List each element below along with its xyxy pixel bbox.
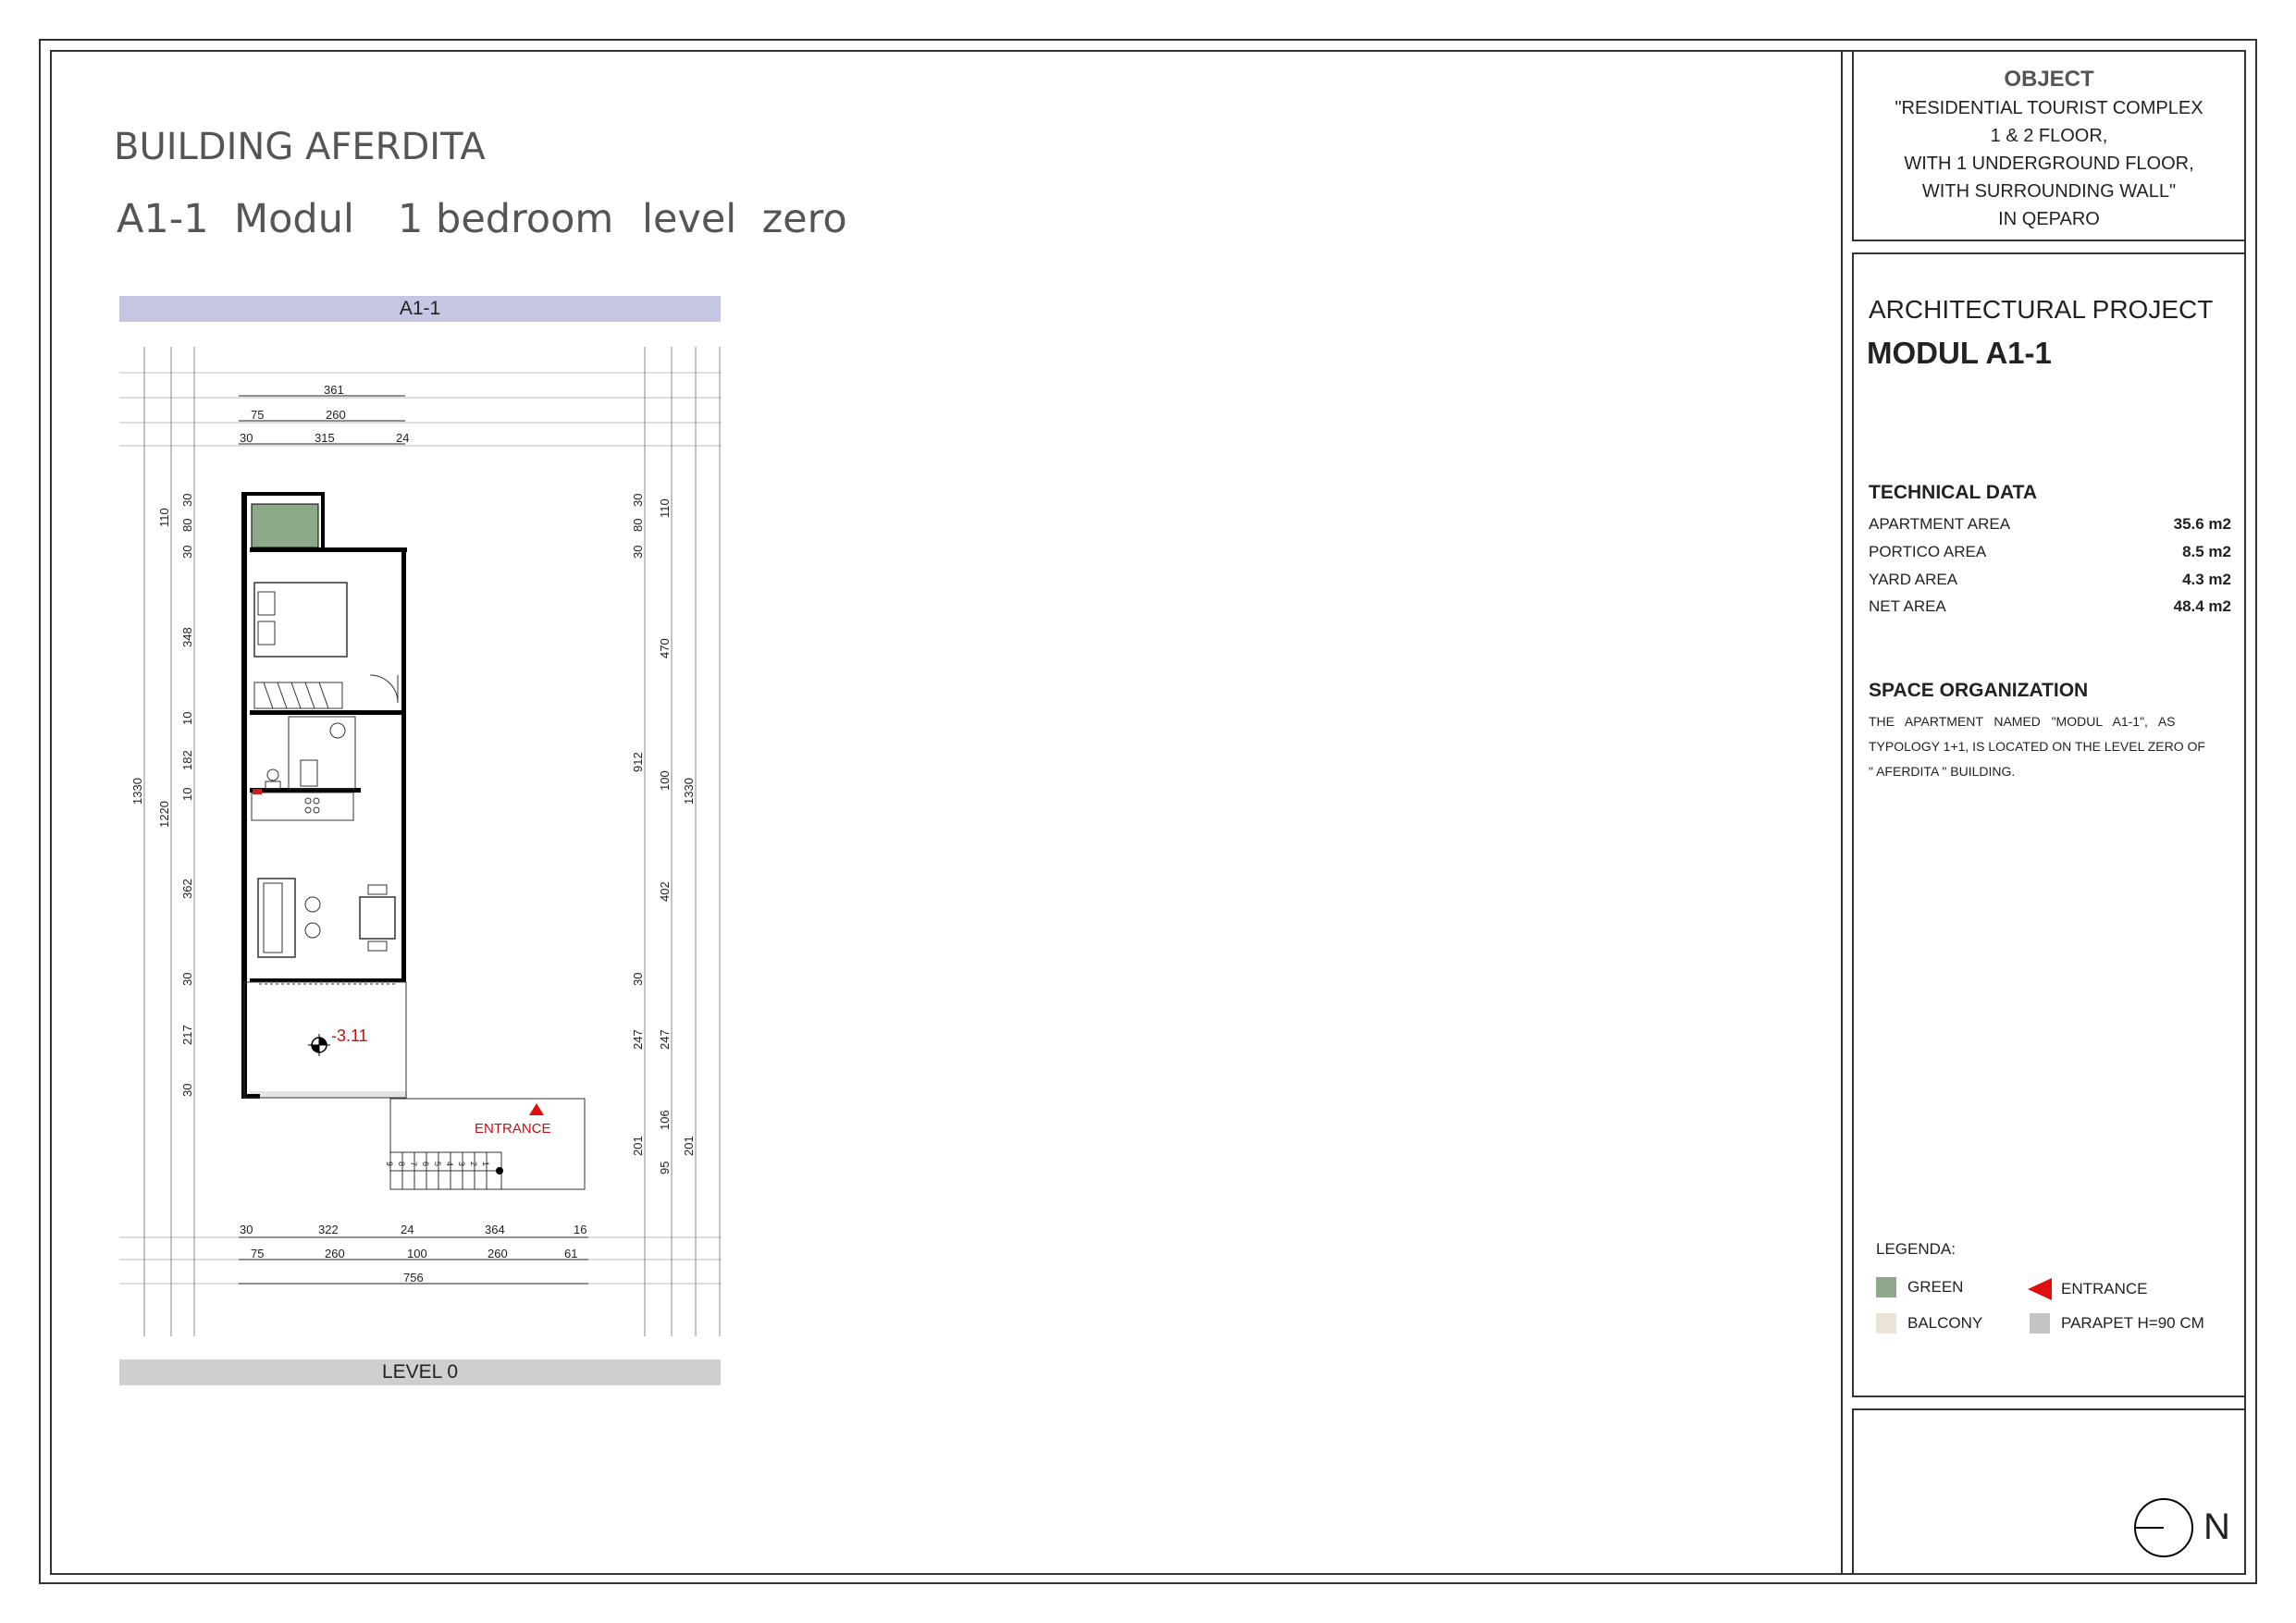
dim-bottom-260a: 260 (325, 1247, 345, 1260)
dim-left-217: 217 (180, 1025, 194, 1045)
legend-parapet-label: PARAPET H=90 CM (2061, 1314, 2204, 1332)
north-arrow-icon (2133, 1497, 2198, 1562)
dim-top-361: 361 (324, 383, 344, 397)
dim-right-201b: 201 (682, 1136, 696, 1156)
legend-entrance (2026, 1277, 2148, 1301)
tech-label-net: NET AREA (1869, 597, 1946, 615)
dim-right-100: 100 (658, 770, 672, 791)
dim-bottom-16: 16 (574, 1223, 587, 1236)
dim-right-247b: 247 (631, 1029, 645, 1050)
dim-right-80: 80 (631, 518, 645, 532)
object-line-5: IN QEPARO (1998, 209, 2100, 229)
dim-left-30b: 30 (180, 545, 194, 559)
dim-bottom-364: 364 (485, 1223, 505, 1236)
plan-bottom-label (119, 1359, 721, 1385)
tech-row-portico (1869, 543, 2231, 569)
project-modul: MODUL A1-1 (1867, 336, 2052, 370)
legend-green (1876, 1277, 1963, 1297)
dim-left-348: 348 (180, 627, 194, 647)
legend-green-swatch (1876, 1277, 1896, 1297)
north-label: N (2203, 1506, 2230, 1547)
tech-label-apartment: APARTMENT AREA (1869, 515, 2011, 533)
dim-right-95: 95 (658, 1161, 672, 1174)
dim-right-30c: 30 (631, 972, 645, 986)
tech-row-net (1869, 597, 2231, 623)
dim-right-106: 106 (658, 1110, 672, 1130)
green-area (252, 504, 318, 547)
dim-left-182: 182 (180, 750, 194, 770)
dim-top-75: 75 (251, 408, 265, 422)
dim-bottom-75: 75 (251, 1247, 265, 1260)
dim-bottom-61: 61 (564, 1247, 578, 1260)
dim-right-110: 110 (658, 498, 672, 518)
stair-num-8: 8 (397, 1162, 406, 1167)
legend-title: LEGENDA: (1876, 1240, 1956, 1258)
dim-left-10b: 10 (180, 787, 194, 801)
stair-num-4: 4 (445, 1162, 454, 1167)
stair-num-2: 2 (469, 1162, 478, 1167)
dim-bottom-24: 24 (401, 1223, 414, 1236)
bedroom-title: 1 bedroom (398, 196, 614, 242)
stair-num-9: 9 (385, 1162, 394, 1167)
plan-top-label (119, 296, 721, 322)
north-panel (1852, 1408, 2246, 1575)
dim-left-362: 362 (180, 879, 194, 899)
legend-balcony (1876, 1313, 1982, 1334)
object-line-1: "RESIDENTIAL TOURIST COMPLEX (1895, 98, 2203, 118)
legend-parapet-swatch (2030, 1313, 2050, 1334)
dim-bottom-260b: 260 (488, 1247, 508, 1260)
stair-num-1: 1 (481, 1162, 490, 1167)
dim-bottom-100: 100 (407, 1247, 427, 1260)
tech-value-apartment: 35.6 m2 (2173, 515, 2231, 533)
dim-right-30a: 30 (631, 493, 645, 507)
plan-top-label-text: A1-1 (399, 298, 441, 319)
legend-parapet (2030, 1313, 2204, 1334)
elevation-label: -3.11 (331, 1027, 368, 1045)
dim-right-30b: 30 (631, 545, 645, 559)
tech-value-portico: 8.5 m2 (2182, 543, 2231, 560)
dim-right-470: 470 (658, 638, 672, 658)
object-line-2: 1 & 2 FLOOR, (1990, 126, 2108, 146)
dim-left-1220: 1220 (157, 801, 171, 828)
dim-top-24: 24 (396, 431, 410, 445)
tech-label-yard: YARD AREA (1869, 571, 1958, 588)
dim-left-30a: 30 (180, 493, 194, 507)
dim-left-110: 110 (157, 508, 171, 527)
stair-num-6: 6 (421, 1162, 430, 1167)
title-block-separator (1841, 50, 1843, 1575)
tech-label-portico: PORTICO AREA (1869, 543, 1987, 560)
tech-row-apartment (1869, 515, 2231, 541)
project-panel (1852, 252, 2246, 1397)
dim-top-260: 260 (326, 408, 346, 422)
stair-num-3: 3 (457, 1162, 466, 1167)
space-organization-line-2: TYPOLOGY 1+1, IS LOCATED ON THE LEVEL ZERO OF (1869, 739, 2205, 754)
legend-balcony-label: BALCONY (1907, 1314, 1983, 1332)
tech-value-yard: 4.3 m2 (2182, 571, 2231, 588)
building-title: BUILDING AFERDITA (114, 126, 486, 168)
dim-top-30: 30 (240, 431, 253, 445)
dim-bottom-322: 322 (318, 1223, 339, 1236)
dim-left-30c: 30 (180, 972, 194, 986)
legend-balcony-swatch (1876, 1313, 1896, 1334)
space-organization-title: SPACE ORGANIZATION (1869, 680, 2089, 701)
object-title: OBJECT (2004, 67, 2094, 92)
level-title: level zero (642, 196, 847, 242)
object-line-4: WITH SURROUNDING WALL" (1921, 181, 2177, 202)
dim-left-80: 80 (180, 518, 194, 532)
plan-bottom-label-text: LEVEL 0 (381, 1361, 459, 1383)
dim-top-315: 315 (315, 431, 335, 445)
dim-left-30d: 30 (180, 1083, 194, 1097)
entrance-marker (529, 1103, 544, 1115)
legend-green-label: GREEN (1907, 1278, 1964, 1296)
technical-data-title: TECHNICAL DATA (1869, 482, 2037, 503)
dim-right-912: 912 (631, 752, 645, 772)
space-organization-line-3: " AFERDITA " BUILDING. (1869, 764, 2016, 779)
legend-entrance-label: ENTRANCE (2061, 1280, 2148, 1297)
dim-bottom-30: 30 (240, 1223, 253, 1236)
tech-value-net: 48.4 m2 (2173, 597, 2231, 615)
object-line-3: WITH 1 UNDERGROUND FLOOR, (1904, 154, 2194, 174)
dim-right-201a: 201 (631, 1136, 645, 1156)
entrance-label: ENTRANCE (475, 1121, 551, 1137)
stair-num-7: 7 (409, 1162, 418, 1167)
dim-right-1330: 1330 (682, 778, 696, 805)
stair-num-5: 5 (433, 1162, 442, 1167)
project-label: ARCHITECTURAL PROJECT (1869, 295, 2214, 324)
modul-title: A1-1 Modul (117, 196, 354, 242)
tech-row-yard (1869, 571, 2231, 596)
object-panel (1852, 50, 2246, 241)
dim-left-10a: 10 (180, 711, 194, 725)
floor-plan-drawing (111, 333, 759, 1350)
legend-entrance-icon (2026, 1277, 2054, 1301)
dim-bottom-756: 756 (403, 1271, 424, 1285)
dim-left-1330: 1330 (130, 778, 144, 805)
dim-right-402: 402 (658, 881, 672, 902)
space-organization-line-1: THE APARTMENT NAMED "MODUL A1-1", AS (1869, 714, 2176, 729)
dim-right-247a: 247 (658, 1029, 672, 1050)
